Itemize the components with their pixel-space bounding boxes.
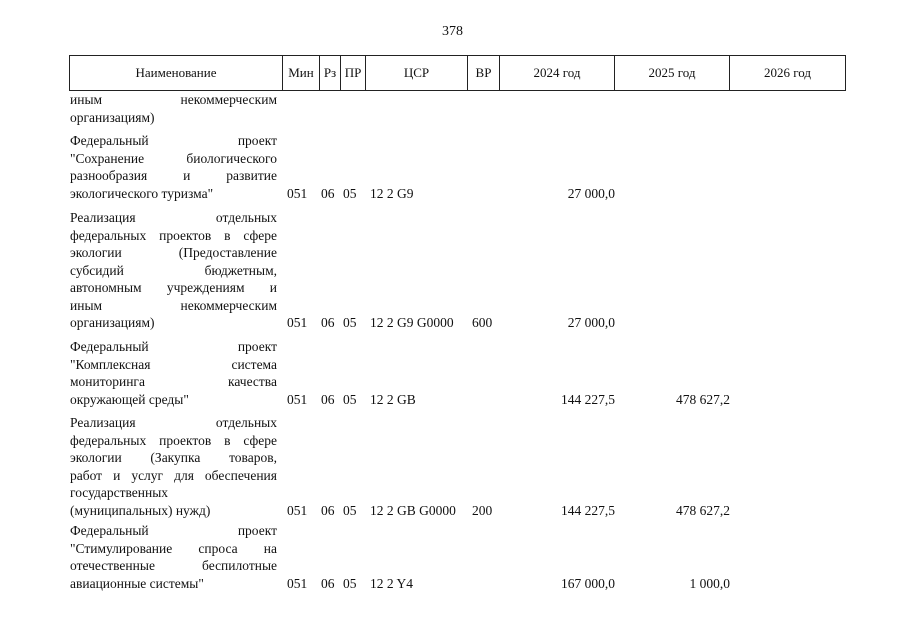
header-2026: 2026 год xyxy=(730,56,846,90)
rz-cell: 06 xyxy=(321,502,335,518)
header-2025: 2025 год xyxy=(615,56,730,90)
row-name xyxy=(70,522,277,592)
row-name-line: "Сохранение биологического xyxy=(70,150,277,166)
min-cell: 051 xyxy=(287,185,308,201)
vr-cell: 200 xyxy=(472,502,493,518)
csr-cell: 12 2 GB G0000 xyxy=(370,502,456,518)
header-min: Мин xyxy=(283,56,320,90)
page-number: 378 xyxy=(442,24,463,39)
pr-cell: 05 xyxy=(343,315,357,330)
row-name-line: (муниципальных) нужд) xyxy=(70,502,211,518)
min-cell: 051 xyxy=(287,391,308,407)
row-name-line: государственных xyxy=(70,485,169,500)
row-name-line: автономным учреждениям и xyxy=(70,280,277,295)
amount-2025-cell: 478 627,2 xyxy=(676,391,730,407)
header-vr: ВР xyxy=(468,56,500,90)
header-csr: ЦСР xyxy=(366,56,468,90)
row-name-line: субсидий бюджетным, xyxy=(70,262,277,278)
row-name xyxy=(70,209,277,332)
amount-2025-cell: 478 627,2 xyxy=(676,502,730,518)
row-name-line: авиационные системы" xyxy=(70,575,204,591)
row-name-line: отечественные беспилотные xyxy=(70,558,277,573)
header-rz: Рз xyxy=(320,56,341,90)
header-2024: 2024 год xyxy=(500,56,615,90)
pr-cell: 05 xyxy=(343,575,357,591)
vr-cell: 600 xyxy=(472,315,493,330)
min-cell: 051 xyxy=(287,315,308,330)
table-row xyxy=(0,414,905,519)
csr-cell: 12 2 GB xyxy=(370,391,416,407)
table-row xyxy=(0,132,905,202)
row-name xyxy=(70,338,277,408)
row-name-line: федеральных проектов в сфере xyxy=(70,432,277,448)
row-name-line: экологии (Предоставление xyxy=(70,245,277,260)
rz-cell: 06 xyxy=(321,391,335,407)
row-name xyxy=(70,91,277,126)
row-name-line: "Комплексная система xyxy=(70,356,277,372)
amount-2024-cell: 167 000,0 xyxy=(561,575,615,591)
row-name-line: Федеральный проект xyxy=(70,523,277,538)
csr-cell: 12 2 G9 G0000 xyxy=(370,315,454,330)
min-cell: 051 xyxy=(287,502,308,518)
pr-cell: 05 xyxy=(343,391,357,407)
row-name-line: иным некоммерческим xyxy=(70,297,277,313)
row-name-line: Федеральный проект xyxy=(70,133,277,148)
row-name-line: "Стимулирование спроса на xyxy=(70,540,277,556)
rz-cell: 06 xyxy=(321,575,335,591)
amount-2024-cell: 144 227,5 xyxy=(561,502,615,518)
row-name xyxy=(70,414,277,519)
row-name-line: организациям) xyxy=(70,109,155,125)
row-name-line: мониторинга качества xyxy=(70,374,277,389)
table-row xyxy=(0,91,905,126)
rz-cell: 06 xyxy=(321,185,335,201)
table-row xyxy=(0,522,905,592)
header-name: Наименование xyxy=(70,56,283,90)
table-row xyxy=(0,209,905,332)
row-name-line: экологического туризма" xyxy=(70,185,214,201)
row-name-line: окружающей среды" xyxy=(70,391,189,407)
csr-cell: 12 2 Y4 xyxy=(370,575,413,591)
table-row xyxy=(0,338,905,408)
min-cell: 051 xyxy=(287,575,308,591)
row-name-line: иным некоммерческим xyxy=(70,92,277,107)
row-name-line: федеральных проектов в сфере xyxy=(70,227,277,243)
row-name-line: организациям) xyxy=(70,315,155,330)
amount-2024-cell: 27 000,0 xyxy=(567,185,615,201)
amount-2024-cell: 27 000,0 xyxy=(567,315,615,330)
pr-cell: 05 xyxy=(343,185,357,201)
row-name-line: Реализация отдельных xyxy=(70,210,277,225)
pr-cell: 05 xyxy=(343,502,357,518)
row-name-line: экологии (Закупка товаров, xyxy=(70,450,277,465)
amount-2025-cell: 1 000,0 xyxy=(689,575,730,591)
row-name-line: Федеральный проект xyxy=(70,339,277,354)
header-pr: ПР xyxy=(341,56,366,90)
row-name-line: Реализация отдельных xyxy=(70,415,277,430)
csr-cell: 12 2 G9 xyxy=(370,185,414,201)
row-name-line: работ и услуг для обеспечения xyxy=(70,467,277,483)
row-name xyxy=(70,132,277,202)
amount-2024-cell: 144 227,5 xyxy=(561,391,615,407)
row-name-line: разнообразия и развитие xyxy=(70,168,277,183)
rz-cell: 06 xyxy=(321,315,335,330)
